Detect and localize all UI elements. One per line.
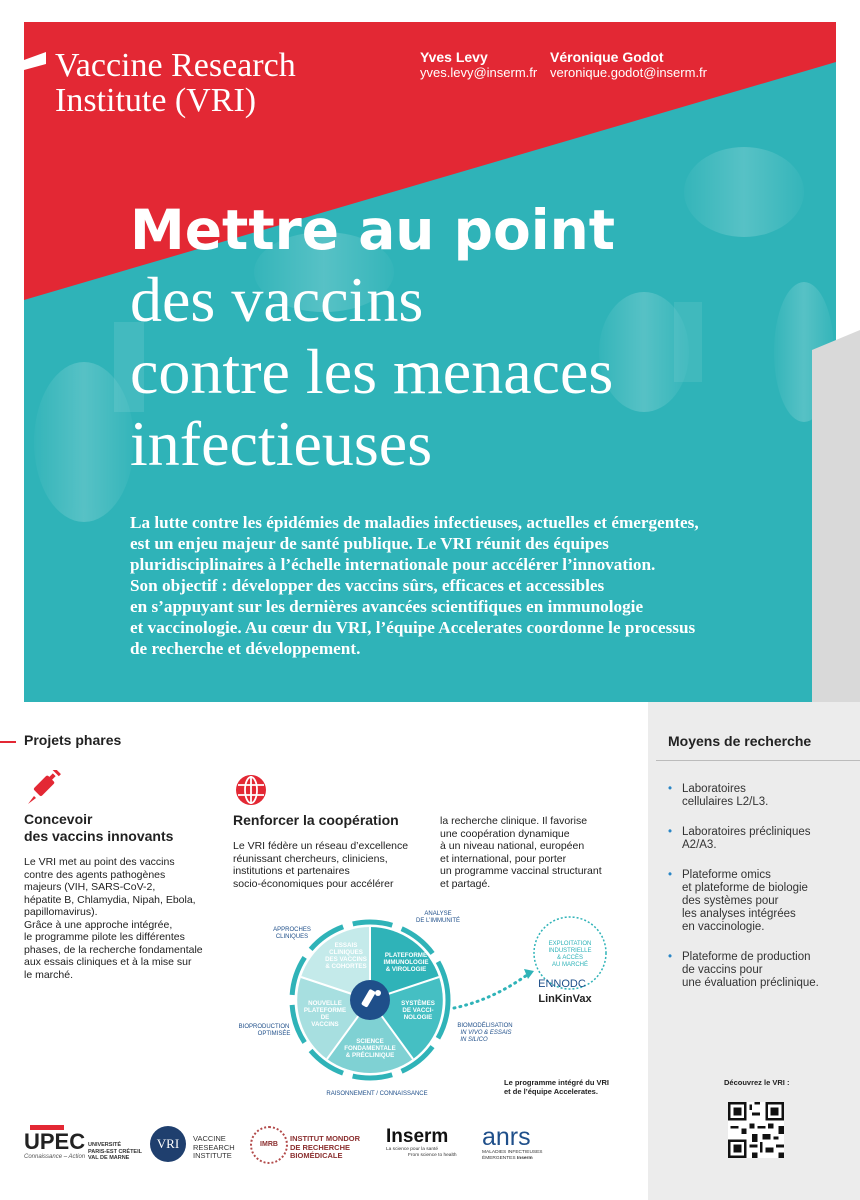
seg-label: DE VACCI-	[402, 1007, 434, 1014]
outer-label: ANALYSE	[424, 911, 452, 917]
globe-icon	[233, 772, 269, 808]
moyens-heading: Moyens de recherche	[668, 733, 812, 749]
seg-label: FONDAMENTALE	[344, 1045, 396, 1052]
diagram-caption: Le programme intégré du VRI et de l’équipe Accelerates.	[504, 1078, 610, 1096]
outer-label: DE L’IMMUNITÉ	[415, 918, 461, 924]
seg-label: & PRÉCLINIQUE	[345, 1052, 395, 1059]
outer-label: IN VIVO & ESSAIS	[460, 1030, 512, 1036]
seg-label: ESSAIS	[334, 942, 358, 949]
headline-bold: Mettre au point	[130, 198, 616, 262]
seg-label: NOLOGIE	[403, 1014, 433, 1021]
headline-line-1: des vaccins	[130, 264, 424, 335]
seg-label: DES VACCINS	[325, 956, 367, 963]
contact-yves-levy: Yves Levy yves.levy@inserm.fr	[420, 49, 538, 80]
seg-label: CLINIQUES	[329, 949, 363, 956]
intro-paragraph: La lutte contre les épidémies de maladies infectieuses, actuelles et émergentes, est un enjeu majeur de santé publique. Le VRI réunit des équipes pluridisciplinaires à l’échelle internationale pour accélérer l’innovation. Son objectif : développer des vaccins sûrs, efficaces et accessibles en s’appuyant sur les dernières avancées scientifiques en immunologie et vaccinologie. Au cœur du VRI, l’équipe Accelerates coordonne le processus de recherche et développement.	[130, 513, 699, 658]
bullet-icon: •	[668, 826, 673, 838]
col3-text: la recherche clinique. Il favorise une coopération dynamique à un niveau national, européen et international, pour porter un programme vaccinal structurant et partagé.	[440, 815, 602, 890]
moyens-list	[668, 783, 853, 1007]
outer-label: CLINIQUES	[275, 934, 309, 940]
seg-label: IMMUNOLOGIE	[383, 959, 429, 966]
syringe-icon	[24, 770, 62, 808]
exploitation-label: INDUSTRIELLE	[548, 948, 592, 954]
exploitation-label: & ACCÈS	[556, 955, 584, 961]
seg-label: DE	[320, 1014, 330, 1021]
seg-label: NOUVELLE	[308, 1000, 342, 1007]
ennodc-logo: ENNODC	[538, 978, 586, 990]
inserm-logo: Inserm La science pour la santé From science to health	[386, 1126, 457, 1158]
list-item: • Laboratoires précliniques A2/A3.	[668, 826, 811, 851]
projets-heading: Projets phares	[24, 732, 122, 748]
seg-label: & VIROLOGIE	[385, 966, 427, 973]
outer-label: RAISONNEMENT / CONNAISSANCE	[326, 1091, 428, 1097]
col2-title: Renforcer la coopération	[233, 812, 399, 828]
col1-title: Concevoir des vaccins innovants	[24, 811, 174, 844]
bullet-icon: •	[668, 783, 673, 795]
bullet-icon: •	[668, 869, 673, 881]
seg-label: VACCINS	[311, 1021, 339, 1028]
exploitation-label: EXPLOITATION	[548, 941, 592, 947]
section-accent	[0, 741, 16, 743]
email-link[interactable]: yves.levy@inserm.fr	[420, 65, 538, 80]
qr-code-icon[interactable]	[728, 1102, 784, 1158]
seg-label: SYSTÈMES	[401, 1000, 435, 1007]
program-diagram	[222, 905, 642, 1100]
contact-veronique-godot: Véronique Godot veronique.godot@inserm.fr	[550, 49, 707, 80]
seg-label: PLATEFORME	[303, 1007, 347, 1014]
list-item: • Laboratoires cellulaires L2/L3.	[668, 783, 769, 808]
upec-logo: UPEC Connaissance – Action	[24, 1125, 85, 1160]
outer-label: APPROCHES	[273, 927, 311, 933]
imrb-logo-mark: IMRB	[250, 1126, 288, 1164]
vri-logo-mark: VRI	[150, 1126, 186, 1162]
headline-line-3: infectieuses	[130, 408, 433, 479]
outer-label: BIOMODÉLISATION	[457, 1023, 513, 1029]
outer-label: BIOPRODUCTION	[238, 1024, 290, 1030]
anrs-logo: anrs MALADIES INFECTIEUSES ÉMERGENTES Inserm	[482, 1123, 543, 1161]
headline-line-2: contre les menaces	[130, 336, 614, 407]
org-title: Vaccine Research Institute (VRI)	[55, 47, 296, 119]
seg-label: SCIENCE	[356, 1038, 384, 1045]
imrb-logo-text: INSTITUT MONDOR DE RECHERCHE BIOMÉDICALE	[290, 1134, 360, 1160]
bullet-icon: •	[668, 951, 673, 963]
list-item: • Plateforme omics et plateforme de biologie des systèmes pour les analyses intégrées en vaccinologie.	[668, 869, 808, 933]
right-edge-decoration	[812, 270, 860, 710]
seg-label: PLATEFORME	[384, 952, 428, 959]
upec-subtitle: UNIVERSITÉ PARIS-EST CRÉTEIL VAL DE MARNE	[88, 1142, 142, 1161]
exploitation-label: AU MARCHÉ	[551, 962, 589, 968]
dotted-arrow	[454, 975, 527, 1008]
list-item: • Plateforme de production de vaccins pour une évaluation préclinique.	[668, 951, 819, 989]
col2-text: Le VRI fédère un réseau d’excellence réunissant chercheurs, cliniciens, institutions et partenaires socio-économiques pour accélérer	[233, 840, 409, 890]
email-link[interactable]: veronique.godot@inserm.fr	[550, 65, 707, 80]
outer-label: OPTIMISÉE	[257, 1031, 291, 1037]
col1-text: Le VRI met au point des vaccins contre des agents pathogènes majeurs (VIH, SARS-CoV-2, hépatite B, Chlamydia, Nipah, Ebola, papillomavirus). Grâce à une approche intégrée, le programme pilote les différentes phases, de la recherche fondamentale aux essais cliniques et à la mise sur le marché.	[24, 856, 203, 981]
linkinvax-logo: LinKinVax	[538, 993, 592, 1005]
divider	[656, 760, 860, 761]
outer-label: IN SILICO	[460, 1037, 488, 1043]
discover-label: Découvrez le VRI :	[724, 1078, 790, 1087]
vri-logo-text: VACCINE RESEARCH INSTITUTE	[193, 1134, 235, 1160]
seg-label: & COHORTES	[325, 963, 367, 970]
